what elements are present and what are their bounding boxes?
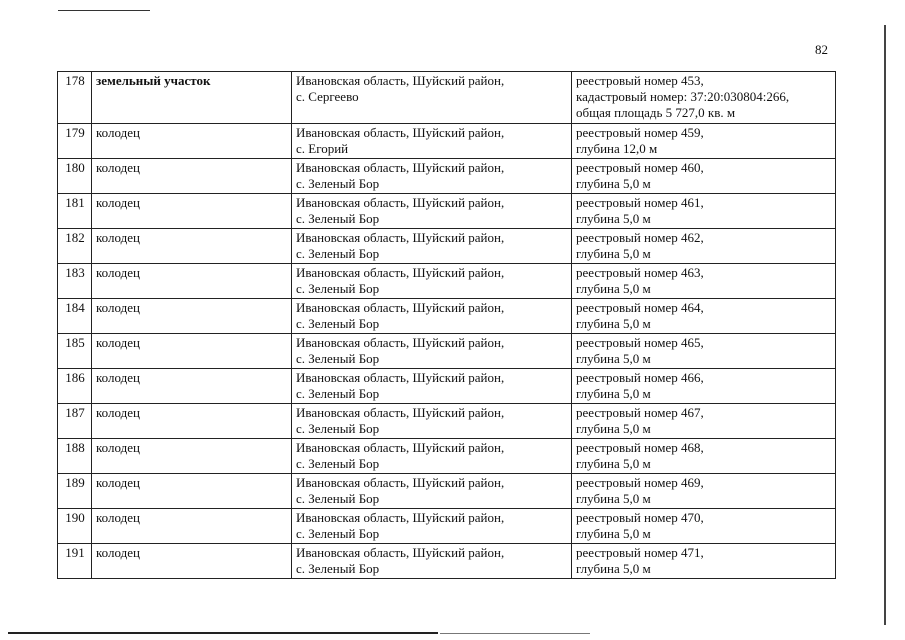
details-line: глубина 12,0 м	[576, 141, 658, 156]
address-line: Ивановская область, Шуйский район,	[296, 545, 505, 560]
details-line: глубина 5,0 м	[576, 246, 651, 261]
details-cell	[572, 264, 836, 299]
address-line: с. Зеленый Бор	[296, 421, 380, 436]
page-number: 82	[815, 42, 828, 57]
details-line: реестровый номер 468,	[576, 440, 704, 455]
details-line: реестровый номер 469,	[576, 475, 704, 490]
table-row	[58, 72, 836, 124]
details-cell	[572, 544, 836, 579]
address-cell	[292, 124, 572, 159]
row-number-cell: 191	[58, 544, 92, 579]
row-number-cell: 188	[58, 439, 92, 474]
scan-edge-line-right	[884, 25, 886, 625]
table-row	[58, 474, 836, 509]
address-cell	[292, 404, 572, 439]
details-line: реестровый номер 466,	[576, 370, 704, 385]
object-type-cell: колодец	[92, 334, 292, 369]
details-cell	[572, 229, 836, 264]
details-line: глубина 5,0 м	[576, 386, 651, 401]
row-number-cell: 187	[58, 404, 92, 439]
details-line: реестровый номер 459,	[576, 125, 704, 140]
details-line: реестровый номер 464,	[576, 300, 704, 315]
details-cell	[572, 72, 836, 124]
details-cell	[572, 159, 836, 194]
address-line: Ивановская область, Шуйский район,	[296, 300, 505, 315]
row-number-cell: 184	[58, 299, 92, 334]
address-line: Ивановская область, Шуйский район,	[296, 440, 505, 455]
object-type-cell: колодец	[92, 404, 292, 439]
address-line: Ивановская область, Шуйский район,	[296, 125, 505, 140]
details-line: глубина 5,0 м	[576, 281, 651, 296]
address-cell	[292, 544, 572, 579]
details-cell	[572, 404, 836, 439]
details-cell	[572, 124, 836, 159]
table-row	[58, 299, 836, 334]
address-line: Ивановская область, Шуйский район,	[296, 265, 505, 280]
table-row	[58, 334, 836, 369]
table-row	[58, 509, 836, 544]
address-line: с. Зеленый Бор	[296, 491, 380, 506]
object-type-cell: колодец	[92, 194, 292, 229]
details-cell	[572, 369, 836, 404]
details-line: реестровый номер 471,	[576, 545, 704, 560]
address-line: Ивановская область, Шуйский район,	[296, 335, 505, 350]
object-type-cell: колодец	[92, 264, 292, 299]
details-line: глубина 5,0 м	[576, 561, 651, 576]
address-cell	[292, 229, 572, 264]
address-line: Ивановская область, Шуйский район,	[296, 195, 505, 210]
details-line: реестровый номер 463,	[576, 265, 704, 280]
details-cell	[572, 474, 836, 509]
details-line: глубина 5,0 м	[576, 176, 651, 191]
details-line: глубина 5,0 м	[576, 351, 651, 366]
table-row	[58, 194, 836, 229]
details-line: глубина 5,0 м	[576, 491, 651, 506]
table-row	[58, 124, 836, 159]
address-cell	[292, 334, 572, 369]
details-cell	[572, 299, 836, 334]
object-type-cell: колодец	[92, 124, 292, 159]
object-type-cell: колодец	[92, 544, 292, 579]
object-type-cell: колодец	[92, 509, 292, 544]
object-type-cell: колодец	[92, 439, 292, 474]
details-line: реестровый номер 467,	[576, 405, 704, 420]
object-type-cell: колодец	[92, 299, 292, 334]
object-type-cell: колодец	[92, 474, 292, 509]
address-line: с. Сергеево	[296, 89, 359, 104]
scan-edge-line-bottom	[8, 632, 438, 634]
details-line: реестровый номер 460,	[576, 160, 704, 175]
address-cell	[292, 369, 572, 404]
address-cell	[292, 159, 572, 194]
row-number-cell: 183	[58, 264, 92, 299]
address-cell	[292, 474, 572, 509]
address-line: Ивановская область, Шуйский район,	[296, 230, 505, 245]
address-line: Ивановская область, Шуйский район,	[296, 510, 505, 525]
address-cell	[292, 264, 572, 299]
details-cell	[572, 509, 836, 544]
row-number-cell: 178	[58, 72, 92, 124]
row-number-cell: 185	[58, 334, 92, 369]
property-registry-table	[57, 71, 836, 579]
details-line: реестровый номер 465,	[576, 335, 704, 350]
details-line: глубина 5,0 м	[576, 316, 651, 331]
object-type-cell: земельный участок	[92, 72, 292, 124]
details-cell	[572, 439, 836, 474]
row-number-cell: 189	[58, 474, 92, 509]
details-line: реестровый номер 462,	[576, 230, 704, 245]
table-row	[58, 404, 836, 439]
address-cell	[292, 72, 572, 124]
details-line: кадастровый номер: 37:20:030804:266,	[576, 89, 790, 104]
scan-edge-line-top	[58, 10, 150, 11]
address-line: с. Зеленый Бор	[296, 281, 380, 296]
scan-edge-line-bottom-faint	[440, 633, 590, 634]
details-line: реестровый номер 453,	[576, 73, 704, 88]
address-line: с. Зеленый Бор	[296, 316, 380, 331]
object-type-cell: колодец	[92, 229, 292, 264]
details-line: глубина 5,0 м	[576, 526, 651, 541]
address-cell	[292, 439, 572, 474]
details-cell	[572, 334, 836, 369]
address-cell	[292, 509, 572, 544]
row-number-cell: 182	[58, 229, 92, 264]
details-line: глубина 5,0 м	[576, 421, 651, 436]
address-cell	[292, 194, 572, 229]
table-row	[58, 159, 836, 194]
object-type-cell: колодец	[92, 159, 292, 194]
row-number-cell: 181	[58, 194, 92, 229]
table-row	[58, 264, 836, 299]
details-line: общая площадь 5 727,0 кв. м	[576, 105, 736, 120]
table-row	[58, 439, 836, 474]
address-line: Ивановская область, Шуйский район,	[296, 475, 505, 490]
address-line: с. Зеленый Бор	[296, 386, 380, 401]
address-line: с. Зеленый Бор	[296, 456, 380, 471]
address-line: с. Зеленый Бор	[296, 176, 380, 191]
address-cell	[292, 299, 572, 334]
table-row	[58, 544, 836, 579]
address-line: с. Зеленый Бор	[296, 211, 380, 226]
address-line: с. Зеленый Бор	[296, 526, 380, 541]
address-line: с. Егорий	[296, 141, 349, 156]
row-number-cell: 190	[58, 509, 92, 544]
row-number-cell: 179	[58, 124, 92, 159]
details-line: глубина 5,0 м	[576, 456, 651, 471]
registry-table-body	[58, 72, 836, 579]
object-type-cell: колодец	[92, 369, 292, 404]
details-line: глубина 5,0 м	[576, 211, 651, 226]
table-row	[58, 369, 836, 404]
address-line: Ивановская область, Шуйский район,	[296, 405, 505, 420]
details-line: реестровый номер 461,	[576, 195, 704, 210]
address-line: с. Зеленый Бор	[296, 246, 380, 261]
row-number-cell: 186	[58, 369, 92, 404]
row-number-cell: 180	[58, 159, 92, 194]
address-line: Ивановская область, Шуйский район,	[296, 160, 505, 175]
details-line: реестровый номер 470,	[576, 510, 704, 525]
address-line: Ивановская область, Шуйский район,	[296, 73, 505, 88]
address-line: с. Зеленый Бор	[296, 351, 380, 366]
details-cell	[572, 194, 836, 229]
address-line: с. Зеленый Бор	[296, 561, 380, 576]
address-line: Ивановская область, Шуйский район,	[296, 370, 505, 385]
table-row	[58, 229, 836, 264]
